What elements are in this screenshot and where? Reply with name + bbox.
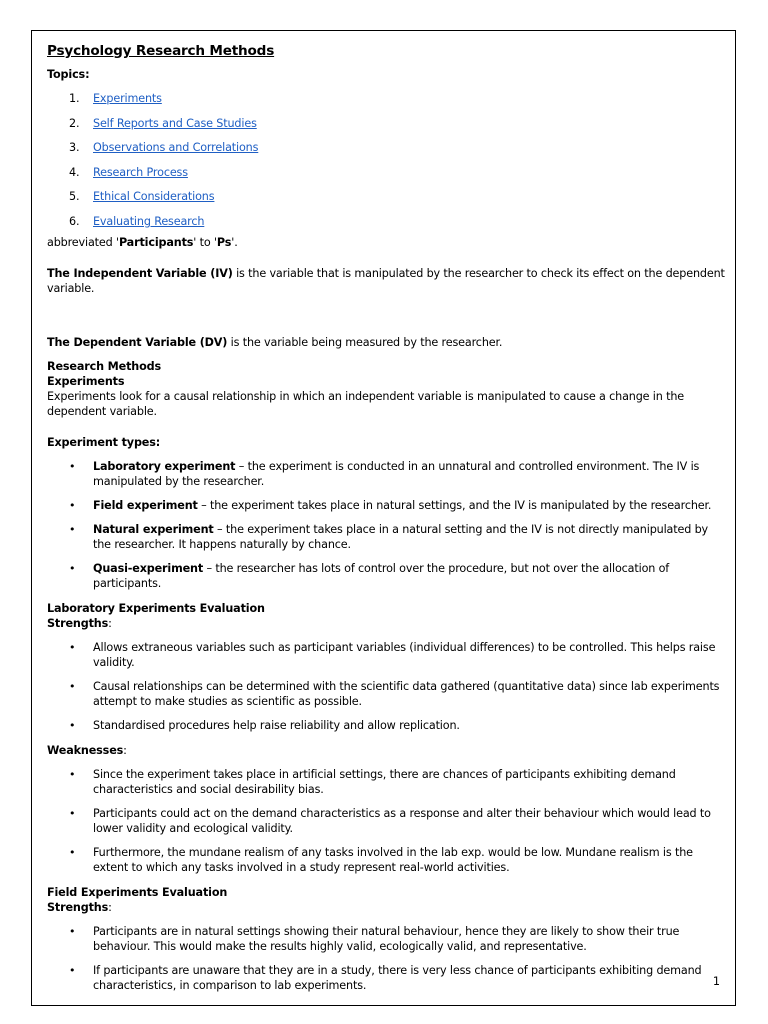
list-item — [47, 640, 727, 670]
topic-link-observations[interactable]: Observations and Correlations — [93, 141, 259, 155]
topic-item — [47, 214, 727, 235]
list-item — [47, 806, 727, 836]
list-item — [47, 679, 727, 709]
colon: : — [108, 616, 112, 630]
bullet-icon: • — [69, 767, 76, 781]
list-item — [47, 459, 727, 489]
lab-evaluation-heading: Laboratory Experiments Evaluation — [47, 601, 265, 615]
iv-text: is the variable that is manipulated by the researcher to check its effect on the dependent variable. — [47, 266, 725, 295]
lab-strengths-label — [47, 616, 727, 631]
topic-link-experiments[interactable]: Experiments — [93, 92, 162, 105]
topic-link-ethical[interactable]: Ethical Considerations — [93, 190, 215, 204]
topic-number: 1. — [69, 92, 80, 105]
item-text: Participants could act on the demand characteristics as a response and alter their behaviour which would lead to lower validity and ecological validity. — [93, 806, 711, 835]
strengths-label: Strengths — [47, 900, 109, 914]
field-strengths-list — [47, 924, 727, 993]
field-strengths-label — [47, 900, 727, 915]
lab-weaknesses-label — [47, 743, 727, 758]
type-term: Laboratory experiment — [93, 459, 236, 473]
list-item — [47, 845, 727, 875]
iv-definition — [47, 266, 727, 296]
topic-link-research-process[interactable]: Research Process — [93, 165, 188, 179]
abbrev-ps: Ps — [216, 235, 232, 249]
bullet-icon: • — [69, 459, 76, 473]
experiment-types-list — [47, 459, 727, 591]
page-title: Psychology Research Methods — [47, 43, 275, 59]
list-item — [47, 718, 727, 733]
topic-number: 5. — [69, 190, 80, 204]
bullet-icon: • — [69, 924, 76, 938]
topic-item — [47, 189, 727, 214]
bullet-icon: • — [69, 845, 76, 859]
strengths-label: Strengths — [47, 616, 109, 630]
list-item — [47, 561, 727, 591]
list-item — [47, 924, 727, 954]
type-term: Quasi-experiment — [93, 561, 204, 575]
bullet-icon: • — [69, 963, 76, 977]
list-item — [47, 963, 727, 993]
bullet-icon: • — [69, 718, 76, 732]
bullet-icon: • — [69, 522, 76, 536]
field-evaluation-heading: Field Experiments Evaluation — [47, 885, 228, 899]
topic-number: 6. — [69, 214, 80, 228]
item-text: Allows extraneous variables such as participant variables (individual differences) to be controlled. This helps raise validity. — [93, 640, 716, 669]
topic-link-evaluating[interactable]: Evaluating Research — [93, 214, 205, 228]
type-text: – the experiment takes place in natural settings, and the IV is manipulated by the researcher. — [197, 498, 712, 512]
document-page — [31, 30, 736, 1006]
colon: : — [123, 743, 127, 757]
bullet-icon: • — [69, 498, 76, 512]
abbrev-participants: Participants — [118, 235, 194, 249]
page-content — [47, 44, 727, 1002]
list-item — [47, 522, 727, 552]
item-text: Standardised procedures help raise reliability and allow replication. — [93, 718, 460, 732]
topic-item — [47, 140, 727, 165]
bullet-icon: • — [69, 640, 76, 654]
bullet-icon: • — [69, 806, 76, 820]
bullet-icon: • — [69, 679, 76, 693]
research-methods-heading: Research Methods — [47, 359, 161, 373]
item-text: Since the experiment takes place in artificial settings, there are chances of participants exhibiting demand characteristics and social desirability bias. — [93, 767, 676, 796]
bullet-icon: • — [69, 561, 76, 575]
type-text: – the experiment takes place in a natural setting and the IV is not directly manipulated by the researcher. It happens naturally by chance. — [93, 522, 708, 551]
item-text: Furthermore, the mundane realism of any tasks involved in the lab exp. would be low. Mundane realism is the extent to which any tasks involved in a study represent real-world activities. — [93, 845, 693, 874]
experiment-types-heading: Experiment types: — [47, 435, 161, 449]
abbrev-text: ' to ' — [193, 235, 217, 249]
page-number: 1 — [712, 975, 720, 988]
dv-definition — [47, 335, 727, 350]
lab-weaknesses-list — [47, 767, 727, 875]
type-text: – the experiment is conducted in an unnatural and controlled environment. The IV is manipulated by the researcher. — [93, 459, 700, 488]
topic-number: 4. — [69, 165, 80, 179]
item-text: If participants are unaware that they are in a study, there is very less chance of participants exhibiting demand characteristics, in comparison to lab experiments. — [93, 963, 702, 992]
topics-heading: Topics: — [47, 68, 90, 81]
dv-text: is the variable being measured by the researcher. — [227, 335, 503, 349]
topic-item — [47, 116, 727, 141]
lab-strengths-list — [47, 640, 727, 733]
item-text: Participants are in natural settings showing their natural behaviour, hence they are likely to show their true behaviour. This would make the results highly valid, ecologically valid, and representative. — [93, 924, 680, 953]
weaknesses-label: Weaknesses — [47, 743, 124, 757]
topic-item — [47, 165, 727, 190]
abbreviation-note — [47, 235, 727, 250]
iv-term: The Independent Variable (IV) — [47, 266, 233, 280]
colon: : — [108, 900, 112, 914]
type-term: Field experiment — [93, 498, 198, 512]
abbrev-text: abbreviated ' — [47, 235, 119, 249]
type-text: – the researcher has lots of control over the procedure, but not over the allocation of participants. — [93, 561, 670, 590]
topic-item — [47, 91, 727, 116]
topic-number: 3. — [69, 141, 80, 155]
experiments-heading: Experiments — [47, 374, 125, 388]
type-term: Natural experiment — [93, 522, 214, 536]
topic-link-self-reports[interactable]: Self Reports and Case Studies — [93, 116, 257, 130]
abbrev-text: '. — [231, 235, 238, 249]
dv-term: The Dependent Variable (DV) — [47, 335, 228, 349]
item-text: Causal relationships can be determined with the scientific data gathered (quantitative data) since lab experiments attempt to make studies as scientific as possible. — [93, 679, 720, 708]
experiments-paragraph: Experiments look for a causal relationship in which an independent variable is manipulated to cause a change in the dependent variable. — [47, 389, 685, 418]
list-item — [47, 767, 727, 797]
topics-list — [47, 91, 727, 235]
topic-number: 2. — [69, 116, 80, 130]
list-item — [47, 498, 727, 513]
